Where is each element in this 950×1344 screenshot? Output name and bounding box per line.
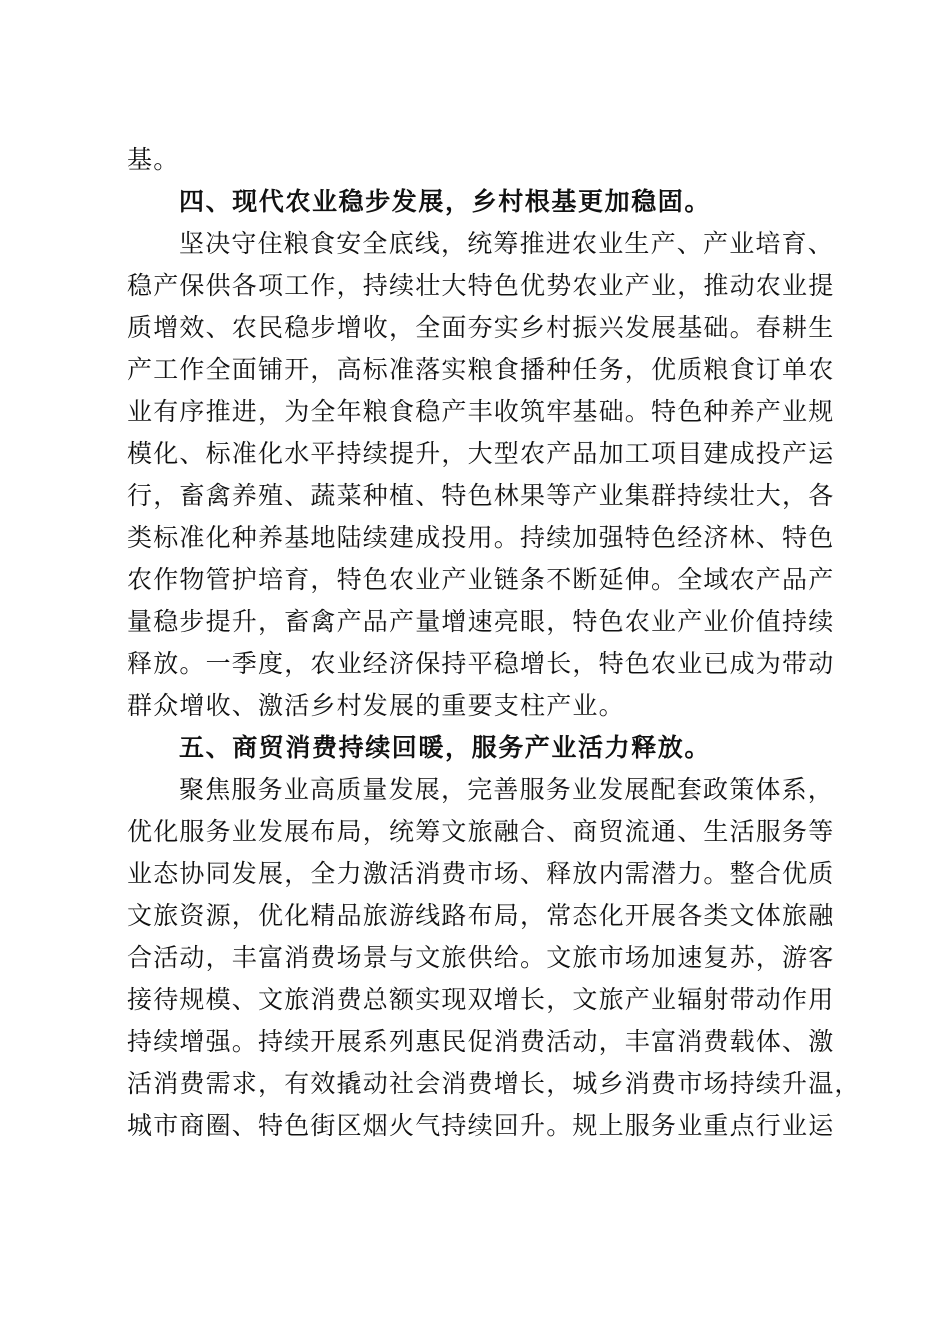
paragraph-line: 量稳步提升，畜禽产品产量增速亮眼，特色农业产业价值持续 xyxy=(127,607,835,636)
section-heading: 四、现代农业稳步发展，乡村根基更加稳固。 xyxy=(179,187,712,216)
section-heading: 五、商贸消费持续回暖，服务产业活力释放。 xyxy=(179,733,712,762)
paragraph-line: 业态协同发展，全力激活消费市场、释放内需潜力。整合优质 xyxy=(127,859,835,888)
paragraph-line: 质增效、农民稳步增收，全面夯实乡村振兴发展基础。春耕生 xyxy=(127,313,835,342)
paragraph-line: 农作物管护培育，特色农业产业链条不断延伸。全域农产品产 xyxy=(127,565,835,594)
paragraph-line: 文旅资源，优化精品旅游线路布局，常态化开展各类文体旅融 xyxy=(127,901,835,930)
paragraph-line: 行，畜禽养殖、蔬菜种植、特色林果等产业集群持续壮大，各 xyxy=(127,481,835,510)
paragraph-line: 聚焦服务业高质量发展，完善服务业发展配套政策体系， xyxy=(179,775,835,804)
paragraph-line: 类标准化种养基地陆续建成投用。持续加强特色经济林、特色 xyxy=(127,523,835,552)
paragraph-line: 业有序推进，为全年粮食稳产丰收筑牢基础。特色种养产业规 xyxy=(127,397,835,426)
paragraph-line: 释放。一季度，农业经济保持平稳增长，特色农业已成为带动 xyxy=(127,649,835,678)
paragraph-line: 模化、标准化水平持续提升，大型农产品加工项目建成投产运 xyxy=(127,439,835,468)
paragraph-line: 城市商圈、特色街区烟火气持续回升。规上服务业重点行业运 xyxy=(127,1111,835,1140)
document-page xyxy=(127,139,861,1147)
paragraph-line: 群众增收、激活乡村发展的重要支柱产业。 xyxy=(127,691,625,720)
paragraph-line: 接待规模、文旅消费总额实现双增长，文旅产业辐射带动作用 xyxy=(127,985,835,1014)
paragraph-line: 产工作全面铺开，高标准落实粮食播种任务，优质粮食订单农 xyxy=(127,355,835,384)
paragraph-line: 基。 xyxy=(127,145,180,174)
paragraph-line: 坚决守住粮食安全底线，统筹推进农业生产、产业培育、 xyxy=(179,229,835,258)
paragraph-line: 活消费需求，有效撬动社会消费增长，城乡消费市场持续升温， xyxy=(127,1069,861,1098)
paragraph-line: 优化服务业发展布局，统筹文旅融合、商贸流通、生活服务等 xyxy=(127,817,835,846)
paragraph-line: 持续增强。持续开展系列惠民促消费活动，丰富消费载体、激 xyxy=(127,1027,835,1056)
paragraph-line: 稳产保供各项工作，持续壮大特色优势农业产业，推动农业提 xyxy=(127,271,835,300)
paragraph-line: 合活动，丰富消费场景与文旅供给。文旅市场加速复苏，游客 xyxy=(127,943,835,972)
